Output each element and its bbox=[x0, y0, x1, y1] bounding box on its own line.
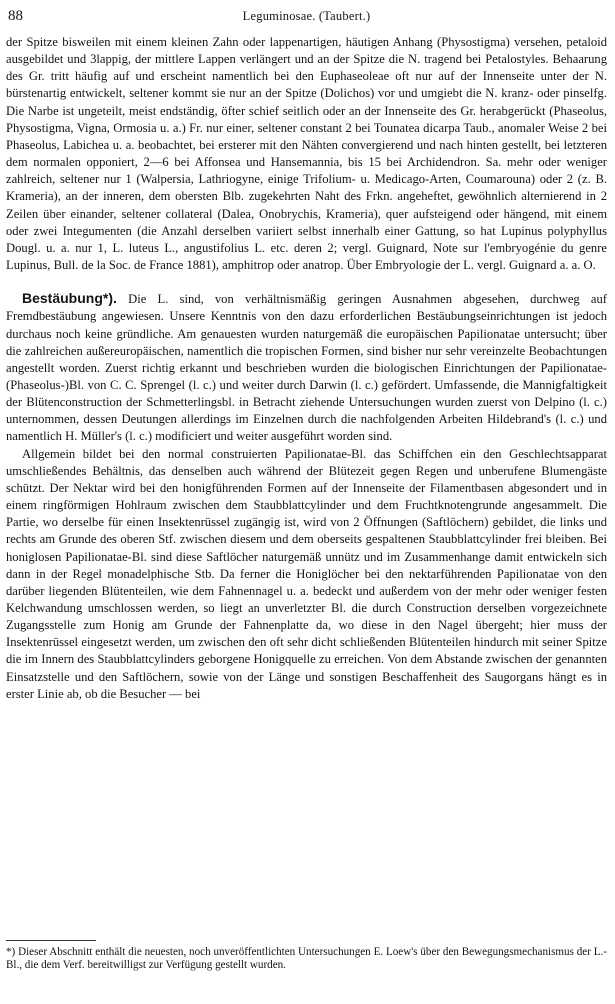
body-text bbox=[6, 34, 607, 703]
paragraph-pollination-intro bbox=[6, 290, 607, 445]
footnote-area bbox=[6, 940, 607, 972]
page-header bbox=[6, 0, 607, 34]
paragraph-morphology: der Spitze bisweilen mit einem kleinen Zahn oder lappenartigen, häutigen Anhang (Physostigma) versehen, petaloid ausgebildet und 3lappig, der mittlere Lappen verlängert und an der Spitze die N. tragend bei Petalostyles. Behaarung des Gr. tritt häufig auf und erscheint namentlich bei den Euphaseoleae oft nur auf der Innenseite unter der N. bürstenartig entwickelt, seltener kommt sie nur an der Spitze (Dolichos) vor und umgiebt die N. kranz- oder pinselfg. Die Narbe ist ungeteilt, meist endständig, öfter schief seitlich oder an der Innenseite des Gr. herabgerückt (Phaseolus, Physostigma, Vigna, Ormosia u. a.) Fr. nur einer, seltener constant 2 bei Tounatea dicarpa Taub., anomaler Weise 2 bei Phaseolus, Labichea u. a. beobachtet, bei ersterer mit den Nähten convergierend und nach hinten gestellt, bei letzteren dem normalen opponiert, 2—6 bei Affonsea und Hansemannia, bis 15 bei Archidendron. Sa. mehr oder weniger zahlreich, seltener nur 1 (Walpersia, Lathriogyne, einige Trifolium- u. Medicago-Arten, Coumarouna) oder 2 (z. B. Krameria), an der inneren, dem obersten Blb. zugekehrten Naht des Frkn. angeheftet, gewöhnlich alternierend in 2 Zeilen über einander, seltener collateral (Dalea, Onobrychis, Krameria), quer aufsteigend oder hängend, mit einem oder zwei Integumenten (die Anzahl derselben variiert selbst innerhalb einer Gattung, so hat Lupinus polyphyllus Dougl. u. a. nur 1, L. luteus L., angustifolius L. etc. deren 2; vergl. Guignard, Note sur l'embryogénie du genre Lupinus, Bull. de la Soc. de France 1881), amphitrop oder anatrop. Über Embryologie der L. vergl. Guignard a. a. O. bbox=[6, 35, 607, 273]
paragraph-flower-mechanism: Allgemein bildet bei den normal construierten Papilionatae-Bl. das Schiffchen ein den Geschlechtsapparat umschließendes Behältnis, das denselben auch während der Blütezeit gegen Regen und unberufene Blumengäste schützt. Der Nektar wird bei den honigführenden Formen auf der Innenseite der Filamentbasen abgesondert und in einem ringförmigen Hohlraum zwischen dem Staubblattcylinder und dem Fruchtknotengrunde angesammelt. Die Partie, wo derselbe für einen Insektenrüssel zugängig ist, wird von 2 Öffnungen (Saftlöchern) gebildet, die links und rechts am Grunde des oberen Stf. zwischen diesem und dem oberseits gespaltenen Staubblattcylinder frei bleiben. Bei honiglosen Papilionatae-Bl. sind diese Saftlöcher naturgemäß unnütz und im Zusammenhange damit entwickeln sich dann in der Regel monadelphische Stb. Da ferner die Honiglöcher bei den nektarführenden Papilionatae von den darüber liegenden Blütenteilen, wie dem Fahnennagel u. a. bedeckt und außerdem von der mehr oder weniger festen Kelchwandung umschlossen werden, so liegt an unverletzter Bl. die durch Construction derselben vorgezeichnete Zugangsstelle zum Honig am Grunde der Fahnenplatte da, wo diese in den Nagel übergeht; hier muss der Insektenrüssel eingesetzt werden, um zwischen den oft sehr dicht schließenden Blütenteilen hindurch mit seiner Spitze die im Innern des Staubblattcylinders geborgene Honigquelle zu erreichen. Von dem Abstande zwischen der genannten Einsatzstelle und den Saftlöchern, sowie von der Länge und sonstigen Beschaffenheit des Saugorgans hängt es in erster Linie ab, ob die Besucher — bei bbox=[6, 446, 607, 701]
page-number: 88 bbox=[8, 8, 23, 24]
footnote-rule bbox=[6, 940, 96, 941]
paragraph-pollination-text: Die L. sind, von verhältnismäßig geringen Ausnahmen abgesehen, durchweg auf Fremdbestäubung angewiesen. Unsere Kenntnis von den dazu erforderlichen Bestäubungseinrichtungen ist jedoch durchaus noch keine gründliche. Am genauesten wurden naturgemäß die europäischen Papilionatae untersucht; über die zahlreichen außereuropäischen, namentlich die tropischen Formen, sind bisher nur sehr vereinzelte Beobachtungen angestellt worden. Zuerst richtig erkannt und beschrieben wurden die biologischen Einrichtungen der Papilionatae-(Phaseolus-)Bl. von C. C. Sprengel (l. c.) und weiter durch Darwin (l. c.) gefördert. Umfassende, die Mannigfaltigkeit der Blütenconstruction der Schmetterlingsbl. in Betracht ziehende Untersuchungen wurden zuerst von Delpino (l. c.) unternommen, dessen Deutungen allerdings im Einzelnen durch die nachfolgenden Arbeiten Hildebrand's (l. c.) und namentlich H. Müller's (l. c.) modificiert und weiter ausgeführt worden sind. bbox=[6, 292, 608, 444]
section-heading-bestaeubung: Bestäubung*). bbox=[22, 290, 117, 307]
running-head: Leguminosae. (Taubert.) bbox=[242, 9, 371, 23]
footnote: *) Dieser Abschnitt enthält die neuesten, noch unveröffentlichten Untersuchungen E. Loew's über den Bewegungsmechanismus der L.-Bl., die dem Verf. bereitwilligst zur Verfügung gestellt wurden. bbox=[6, 946, 607, 972]
